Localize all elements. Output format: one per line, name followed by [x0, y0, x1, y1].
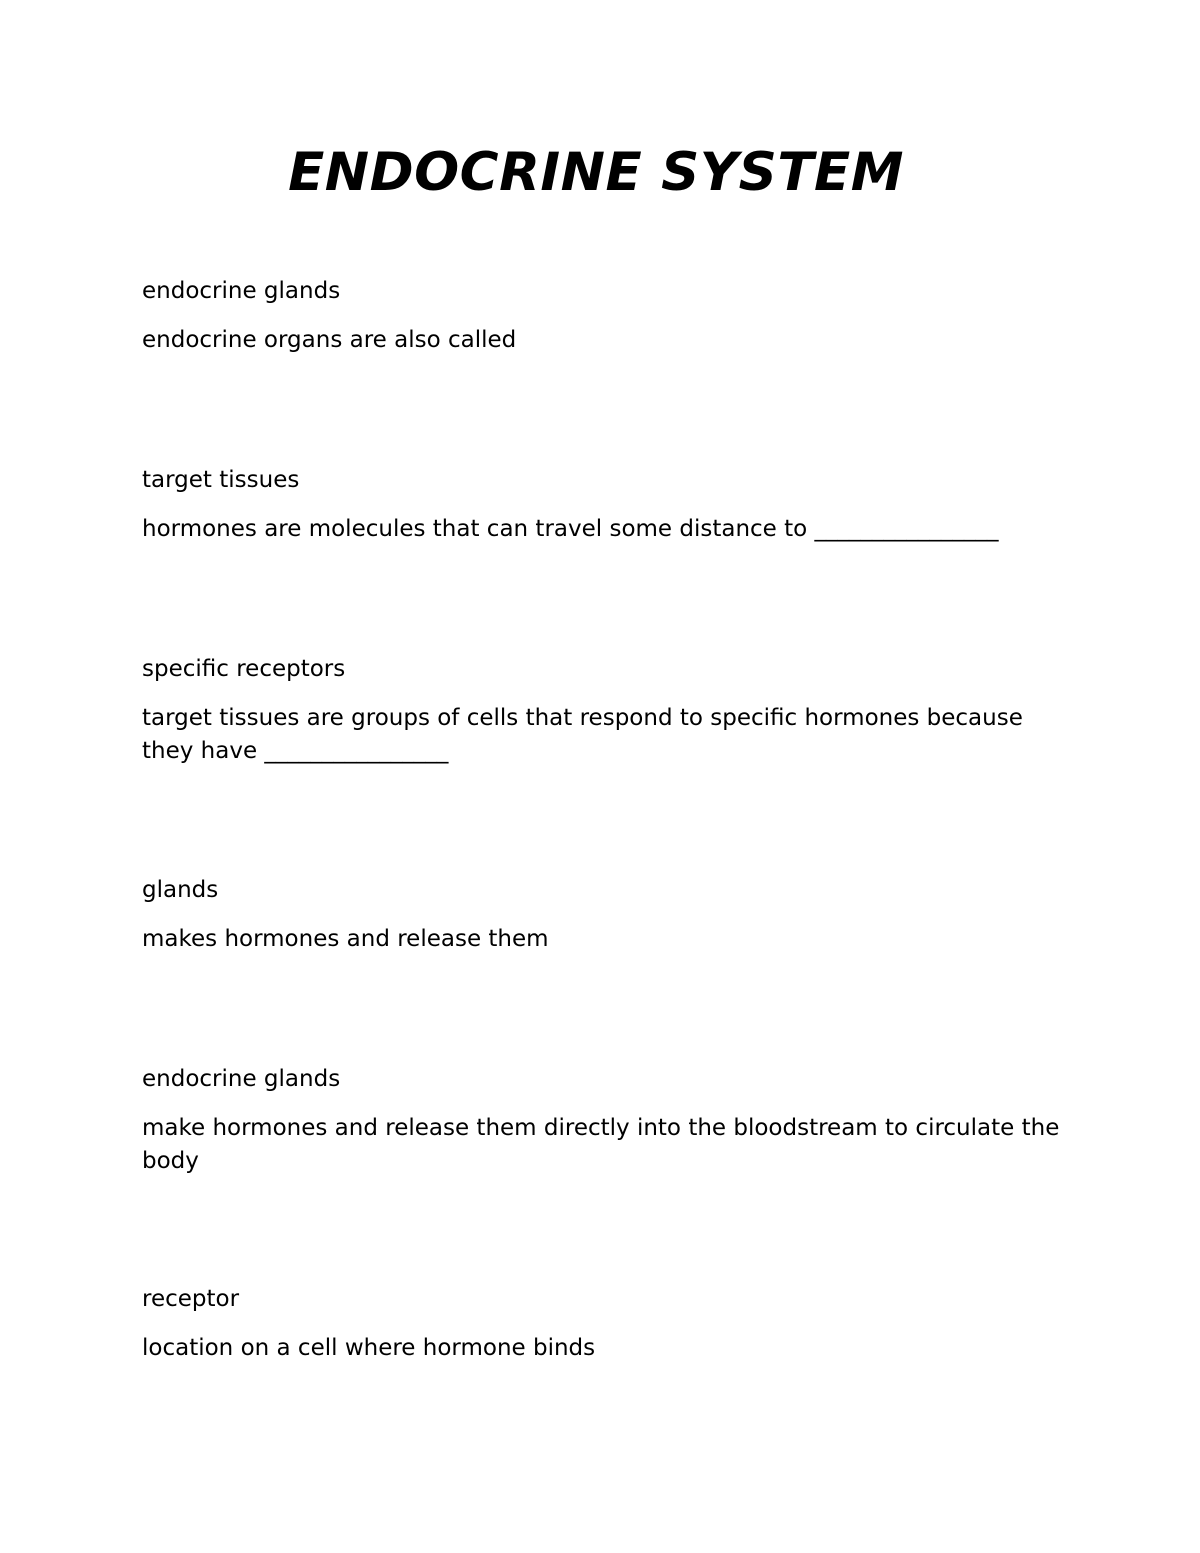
card-definition: hormones are molecules that can travel some distance to ________________: [142, 516, 999, 542]
card-definition: makes hormones and release them: [142, 926, 549, 952]
card-definition: location on a cell where hormone binds: [142, 1335, 596, 1361]
card-definition: endocrine organs are also called: [142, 327, 517, 353]
flashcard: [142, 1064, 1067, 1178]
card-term: receptor: [142, 1286, 240, 1312]
card-term: specific receptors: [142, 656, 346, 682]
card-term: endocrine glands: [142, 1066, 341, 1092]
page-title: ENDOCRINE SYSTEM: [288, 142, 904, 203]
card-definition: target tissues are groups of cells that respond to specific hormones because they have ________________: [142, 705, 1031, 764]
flashcard: [142, 276, 1062, 357]
card-term: glands: [142, 877, 219, 903]
card-definition: make hormones and release them directly into the bloodstream to circulate the body: [142, 1115, 1067, 1174]
flashcard: [142, 875, 1062, 956]
card-term: endocrine glands: [142, 278, 341, 304]
flashcard: [142, 1284, 1062, 1365]
flashcard: [142, 465, 1062, 546]
card-term: target tissues: [142, 467, 300, 493]
flashcard: [142, 654, 1062, 768]
